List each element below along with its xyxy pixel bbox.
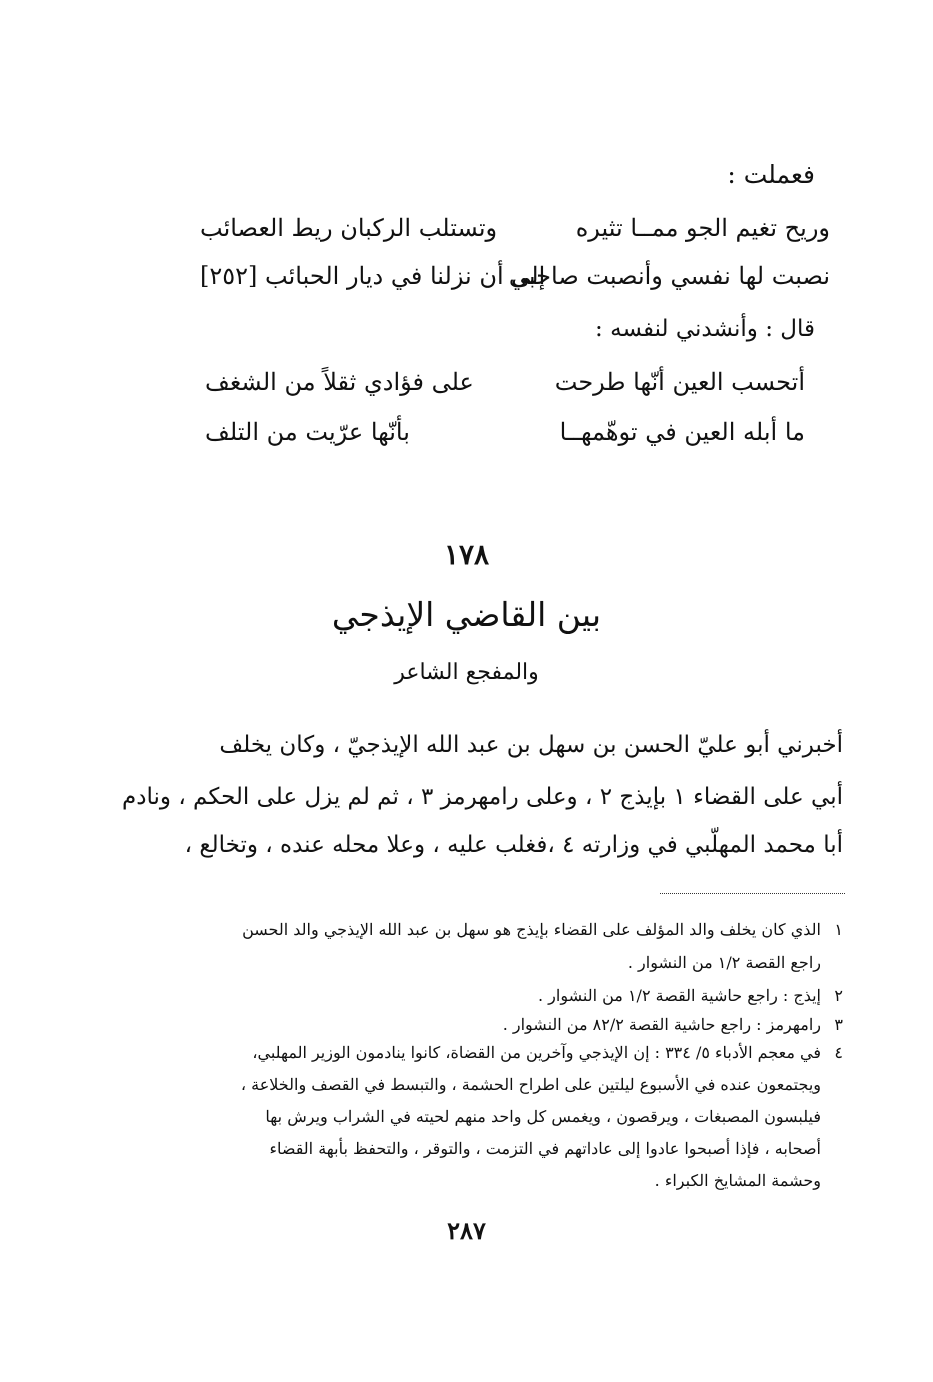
footnote-1 [93,920,843,939]
footnote-text: الذي كان يخلف والد المؤلف على القضاء بإيذج هو سهل بن عبد الله الإيذجي والد الحسن [242,920,821,939]
poem2-verse-2 [205,418,805,458]
footnote-text: في معجم الأدباء ٥/ ٣٣٤ : إن الإيذجي وآخرين من القضاة، كانوا ينادمون الوزير المهلبي، [252,1043,821,1062]
footnote-text: وحشمة المشايخ الكبراء . [654,1171,821,1190]
footnote-separator [660,893,845,894]
footnote-text: ويجتمعون عنده في الأسبوع ليلتين على اطراح الحشمة ، والتبسط في القصف والخلاعة ، [240,1075,821,1094]
verse-hemistich-right: نصبت لها نفسي وأنصبت صاحبي [508,262,830,290]
footnote-number: ٤ [834,1043,843,1062]
verse-hemistich-right: ما أبله العين في توهّمهــا [559,418,805,446]
footnote-4 [93,1043,843,1062]
verse-hemistich-right: أتحسب العين أنّها طرحت [554,368,805,396]
verse-hemistich-left: إلى أن نزلنا في ديار الحبائب [٢٥٢] [200,262,546,290]
footnote-text: أصحابه ، فإذا أصبحوا عادوا إلى عاداتهم في التزمت ، والتوقر ، والتحفظ بأبهة القضاء [269,1139,821,1158]
footnote-number: ١ [834,920,843,939]
footnote-text: إيذج : راجع حاشية القصة ١/٢ من النشوار . [538,986,821,1005]
poem1-verse-1 [200,214,830,254]
story-number: ١٧٨ [443,538,490,571]
verse-hemistich-left: وتستلب الركبان ريط العصائب [200,214,498,242]
intro-text: فعملت : [727,160,815,189]
story-title: بين القاضي الإيذجي [331,595,602,634]
footnote-number: ٢ [834,986,843,1005]
poem1-verse-2 [200,262,830,302]
footnote-text: رامهرمز : راجع حاشية القصة ٨٢/٢ من النشوار . [502,1015,821,1034]
poem2-verse-1 [205,368,805,408]
footnote-2 [93,986,843,1005]
footnote-text: فيلبسون المصبغات ، ويرقصون ، ويغمس كل واحد منهم لحيته في الشراب ويرش بها [265,1107,821,1126]
story-subtitle: والمفجع الشاعر [394,660,539,685]
verse-hemistich-left: على فؤادي ثقلاً من الشغف [205,368,474,396]
page-number: ٢٨٧ [447,1216,486,1245]
footnote-number: ٣ [834,1015,843,1034]
footnote-text: راجع القصة ١/٢ من النشوار . [627,953,821,972]
footnote-3 [93,1015,843,1034]
body-line: أبي على القضاء ١ بإيذج ٢ ، وعلى رامهرمز ٣ ، ثم لم يزل على الحكم ، ونادم [122,784,843,810]
verse-hemistich-left: بأنّها عرّيت من التلف [205,418,410,446]
verse-hemistich-right: وريح تغيم الجو ممــا تثيره [575,214,830,242]
said-line: قال : وأنشدني لنفسه : [595,316,815,342]
body-line: أبا محمد المهلّبي في وزارته ٤ ،فغلب عليه ، وعلا محله عنده ، وتخالع ، [184,832,843,858]
body-line: أخبرني أبو عليّ الحسن بن سهل بن عبد الله الإيذجيّ ، وكان يخلف [219,732,843,758]
